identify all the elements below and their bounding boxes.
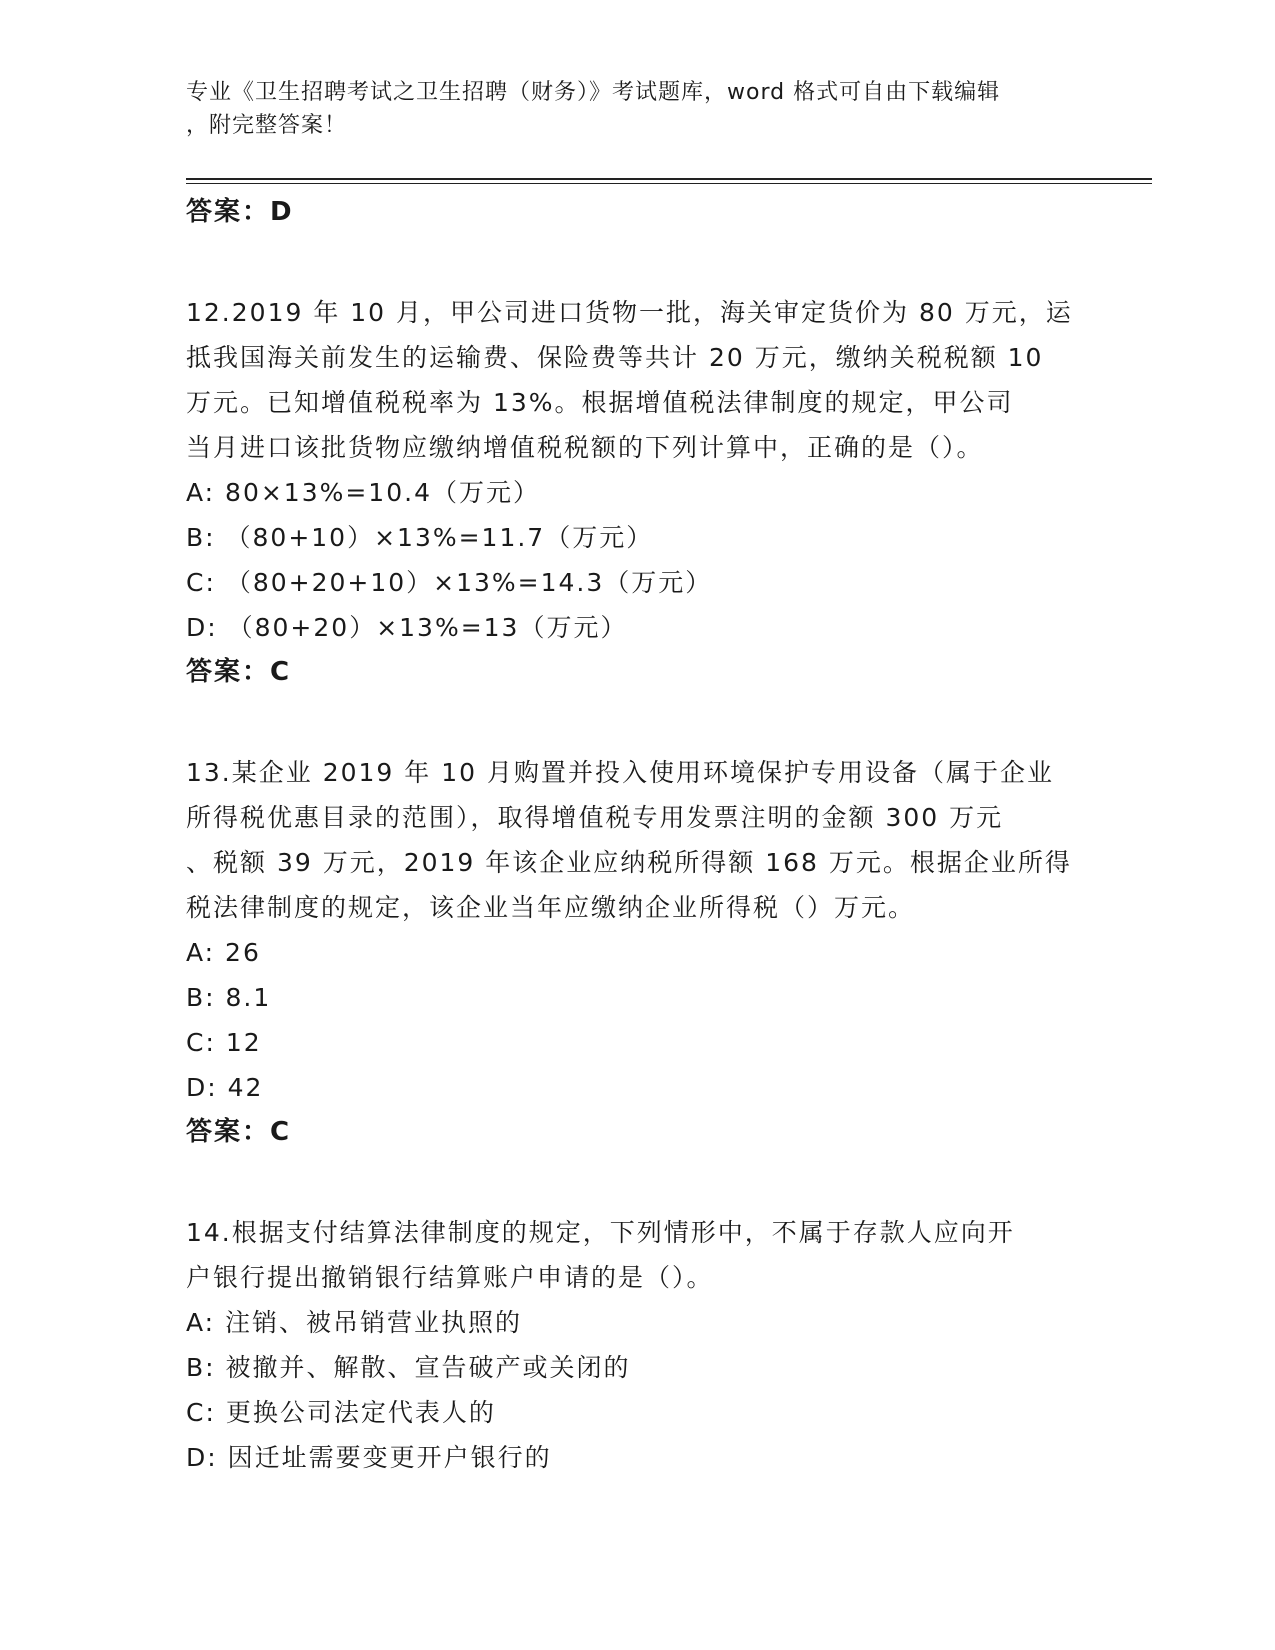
question-text-line: 所得税优惠目录的范围），取得增值税专用发票注明的金额 300 万元 xyxy=(186,803,1004,832)
page-header xyxy=(186,76,1066,142)
question-text-line: 当月进口该批货物应缴纳增值税税额的下列计算中，正确的是（）。 xyxy=(186,433,984,462)
option-d: D: 因迁址需要变更开户银行的 xyxy=(186,1443,552,1472)
question-text-line: 万元。已知增值税税率为 13%。根据增值税法律制度的规定，甲公司 xyxy=(186,388,1014,417)
question-14 xyxy=(186,1210,1086,1480)
question-text-line: 抵我国海关前发生的运输费、保险费等共计 20 万元，缴纳关税税额 10 xyxy=(186,343,1044,372)
option-c: C: （80+20+10）×13%=14.3（万元） xyxy=(186,568,713,597)
option-a: A: 26 xyxy=(186,938,261,967)
option-c: C: 12 xyxy=(186,1028,262,1057)
option-b: B: 8.1 xyxy=(186,983,272,1012)
answer-line: 答案：C xyxy=(186,1117,292,1147)
spacer xyxy=(186,1154,1086,1210)
question-13 xyxy=(186,750,1086,1154)
question-12 xyxy=(186,290,1086,694)
option-c: C: 更换公司法定代表人的 xyxy=(186,1398,496,1427)
spacer xyxy=(186,694,1086,750)
header-line: 专业《卫生招聘考试之卫生招聘（财务）》考试题库，word 格式可自由下载编辑 xyxy=(186,80,1001,105)
answer-line: 答案：C xyxy=(186,657,292,687)
question-text-line: 14.根据支付结算法律制度的规定，下列情形中，不属于存款人应向开 xyxy=(186,1218,1015,1247)
header-divider xyxy=(186,183,1152,184)
question-text-line: 12.2019 年 10 月，甲公司进口货物一批，海关审定货价为 80 万元，运 xyxy=(186,298,1073,327)
question-list xyxy=(186,190,1086,1480)
question-text-line: 户银行提出撤销银行结算账户申请的是（）。 xyxy=(186,1263,714,1292)
question-text-line: 13.某企业 2019 年 10 月购置并投入使用环境保护专用设备（属于企业 xyxy=(186,758,1054,787)
header-divider xyxy=(186,178,1152,180)
option-b: B: 被撤并、解散、宣告破产或关闭的 xyxy=(186,1353,631,1382)
question-text-line: 税法律制度的规定，该企业当年应缴纳企业所得税（）万元。 xyxy=(186,893,916,922)
spacer xyxy=(186,234,1086,290)
question-text-line: 、税额 39 万元，2019 年该企业应纳税所得额 168 万元。根据企业所得 xyxy=(186,848,1072,877)
option-d: D: 42 xyxy=(186,1073,264,1102)
option-a: A: 80×13%=10.4（万元） xyxy=(186,478,540,507)
option-a: A: 注销、被吊销营业执照的 xyxy=(186,1308,523,1337)
option-d: D: （80+20）×13%=13（万元） xyxy=(186,613,628,642)
option-b: B: （80+10）×13%=11.7（万元） xyxy=(186,523,654,552)
header-line: ，附完整答案！ xyxy=(186,113,348,138)
answer-line: 答案：D xyxy=(186,197,294,227)
